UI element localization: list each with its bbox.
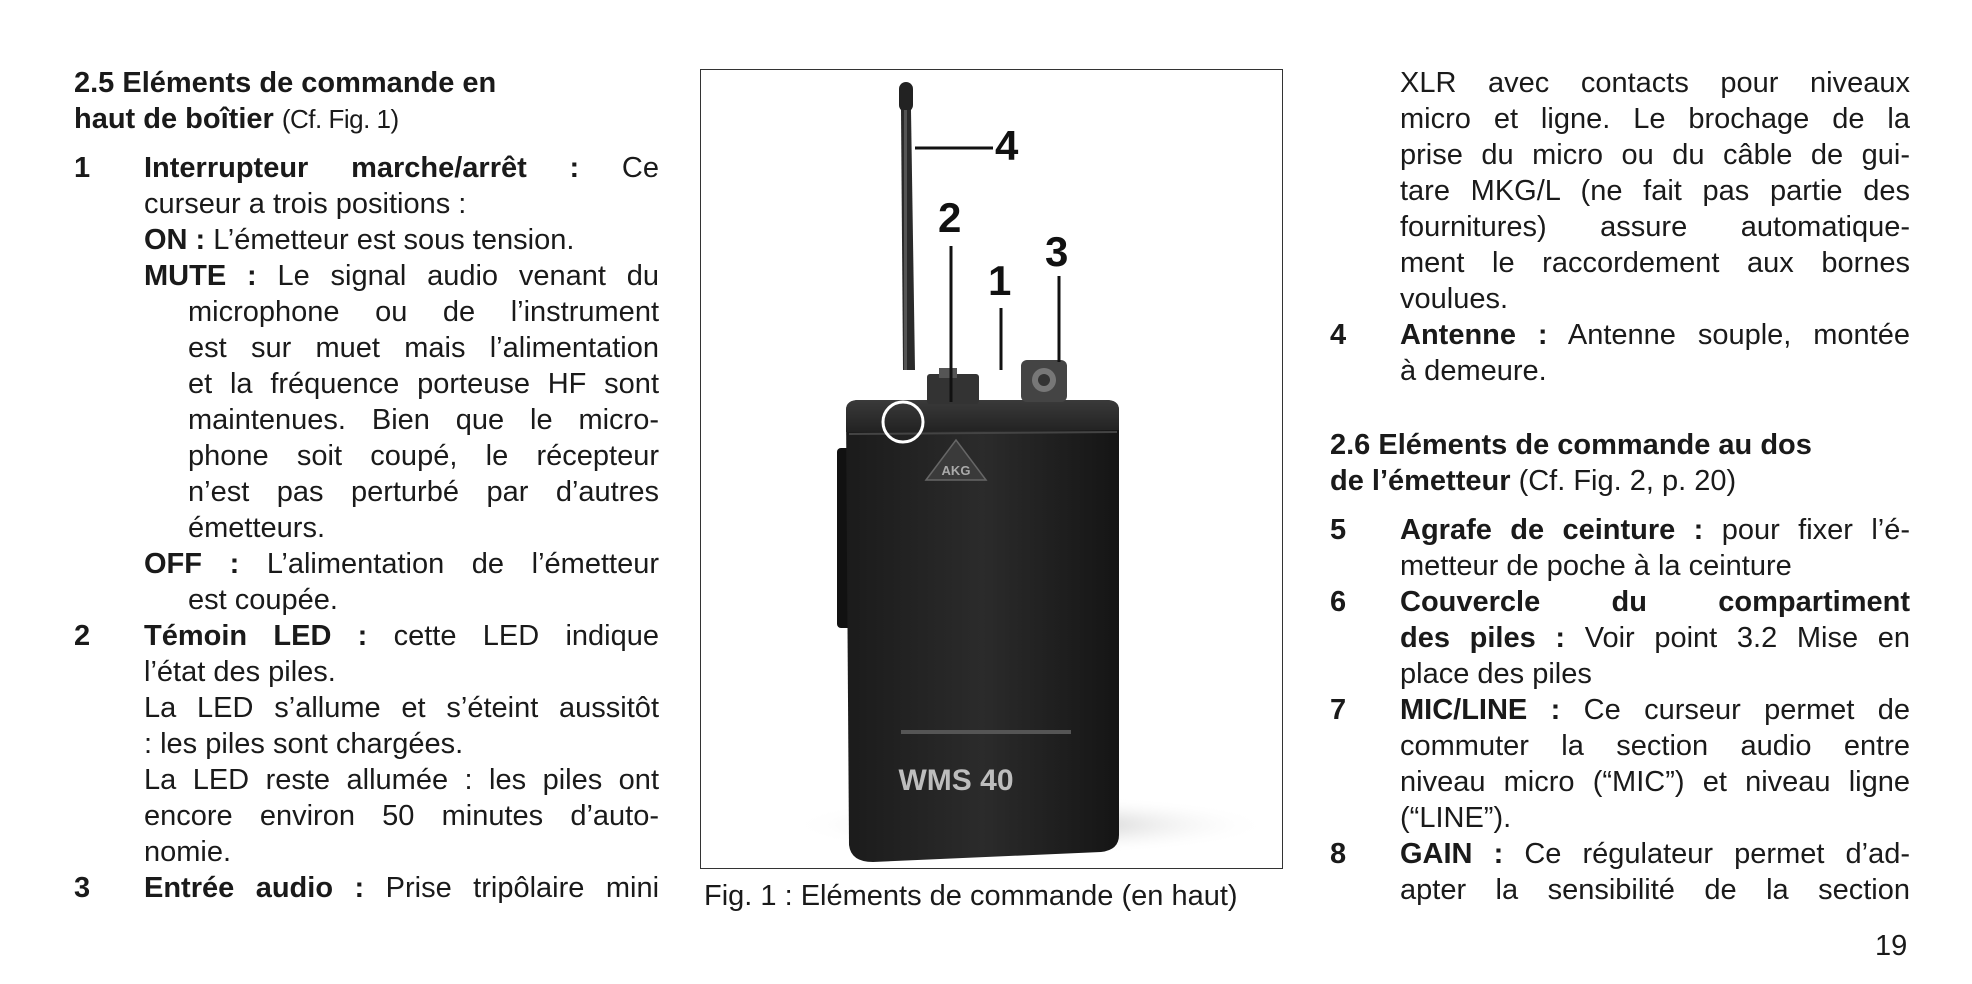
item-6-line-3: place des piles	[1400, 658, 1592, 690]
off-line-1: OFF : L’alimentation de l’émetteur	[144, 548, 659, 580]
antenna	[899, 82, 915, 370]
item-7-line: (“LINE”).	[1400, 802, 1512, 834]
led-line: La LED reste allumée : les piles ont	[144, 764, 659, 796]
mute-line: microphone ou de l’instrument	[188, 296, 659, 328]
led-line: : les piles sont chargées.	[144, 728, 464, 760]
section-heading-2-5	[74, 65, 496, 137]
on-line: ON : L’émetteur est sous tension.	[144, 224, 575, 256]
item-number-4: 4	[1330, 319, 1347, 351]
heading-line-2: haut de boîtier	[74, 103, 274, 135]
heading-line-1: 2.6 Eléments de commande au dos	[1330, 429, 1812, 461]
item-6-line-1: Couvercle du compartiment	[1400, 586, 1910, 618]
continuation-line: ment le raccordement aux bornes	[1400, 247, 1910, 279]
item-7-line: niveau micro (“MIC”) et niveau ligne	[1400, 766, 1910, 798]
figure-1-photo	[700, 69, 1283, 869]
heading-figure-ref: (Cf. Fig. 2, p. 20)	[1518, 465, 1737, 497]
item-6-line-2: des piles : Voir point 3.2 Mise en	[1400, 622, 1911, 654]
mute-line: n’est pas perturbé par d’autres	[188, 476, 659, 508]
item-number-1: 1	[74, 152, 91, 184]
item-7-line: commuter la section audio entre	[1400, 730, 1910, 762]
item-number-5: 5	[1330, 514, 1347, 546]
mute-line: est sur muet mais l’alimentation	[188, 332, 659, 364]
continuation-line: tare MKG/L (ne fait pas partie des	[1400, 175, 1910, 207]
callout-2: 2	[938, 194, 962, 241]
item-number-6: 6	[1330, 586, 1347, 618]
mute-switch	[927, 374, 979, 404]
item-8-line-1: GAIN : Ce régulateur permet d’ad-	[1400, 838, 1910, 870]
continuation-line: fournitures) assure automatique-	[1400, 211, 1910, 243]
item-1-line-1: Interrupteur marche/arrêt : Ce	[144, 152, 659, 184]
item-8-line-2: apter la sensibilité de la section	[1400, 874, 1910, 906]
mute-line: émetteurs.	[188, 512, 325, 544]
item-2-line-2: l’état des piles.	[144, 656, 336, 688]
callout-4: 4	[995, 122, 1019, 169]
item-7-line-1: MIC/LINE : Ce curseur permet de	[1400, 694, 1910, 726]
transmitter-illustration	[701, 70, 1283, 869]
item-2-line-1: Témoin LED : cette LED indique	[144, 620, 659, 652]
item-3-line-1: Entrée audio : Prise tripôlaire mini	[144, 872, 660, 904]
item-number-7: 7	[1330, 694, 1347, 726]
led-line: La LED s’allume et s’éteint aussitôt	[144, 692, 659, 724]
item-1-line-2: curseur a trois positions :	[144, 188, 467, 220]
continuation-line: XLR avec contacts pour niveaux	[1400, 67, 1910, 99]
led-line: encore environ 50 minutes d’auto-	[144, 800, 659, 832]
continuation-line: voulues.	[1400, 283, 1509, 315]
led-line: nomie.	[144, 836, 232, 868]
continuation-line: prise du micro ou du câble de gui-	[1400, 139, 1910, 171]
continuation-line: micro et ligne. Le brochage de la	[1400, 103, 1910, 135]
callout-1: 1	[988, 257, 1012, 304]
mute-line: et la fréquence porteuse HF sont	[188, 368, 659, 400]
mute-line: phone soit coupé, le récepteur	[188, 440, 659, 472]
heading-line-2: de l’émetteur	[1330, 465, 1511, 497]
section-heading-2-6	[1330, 427, 1910, 499]
item-number-3: 3	[74, 872, 91, 904]
heading-line-1: 2.5 Eléments de commande en	[74, 67, 497, 99]
svg-text:AKG: AKG	[941, 463, 971, 478]
item-number-2: 2	[74, 620, 91, 652]
item-4-line-1: Antenne : Antenne souple, montée	[1400, 319, 1910, 351]
figure-caption: Fig. 1 : Eléments de commande (en haut)	[704, 880, 1238, 912]
item-number-8: 8	[1330, 838, 1347, 870]
off-line-2: est coupée.	[188, 584, 338, 616]
item-5-line-2: metteur de poche à la ceinture	[1400, 550, 1792, 582]
item-5-line-1: Agrafe de ceinture : pour fixer l’é-	[1400, 514, 1910, 546]
mute-line: maintenues. Bien que le micro-	[188, 404, 659, 436]
callout-3: 3	[1045, 228, 1069, 275]
xlr-connector	[1021, 360, 1067, 402]
mute-line-1: MUTE : Le signal audio venant du	[144, 260, 659, 292]
page-number: 19	[1875, 930, 1908, 962]
item-4-line-2: à demeure.	[1400, 355, 1547, 387]
heading-figure-ref: (Cf. Fig. 1)	[281, 104, 399, 134]
svg-text:WMS 40: WMS 40	[898, 764, 1014, 797]
